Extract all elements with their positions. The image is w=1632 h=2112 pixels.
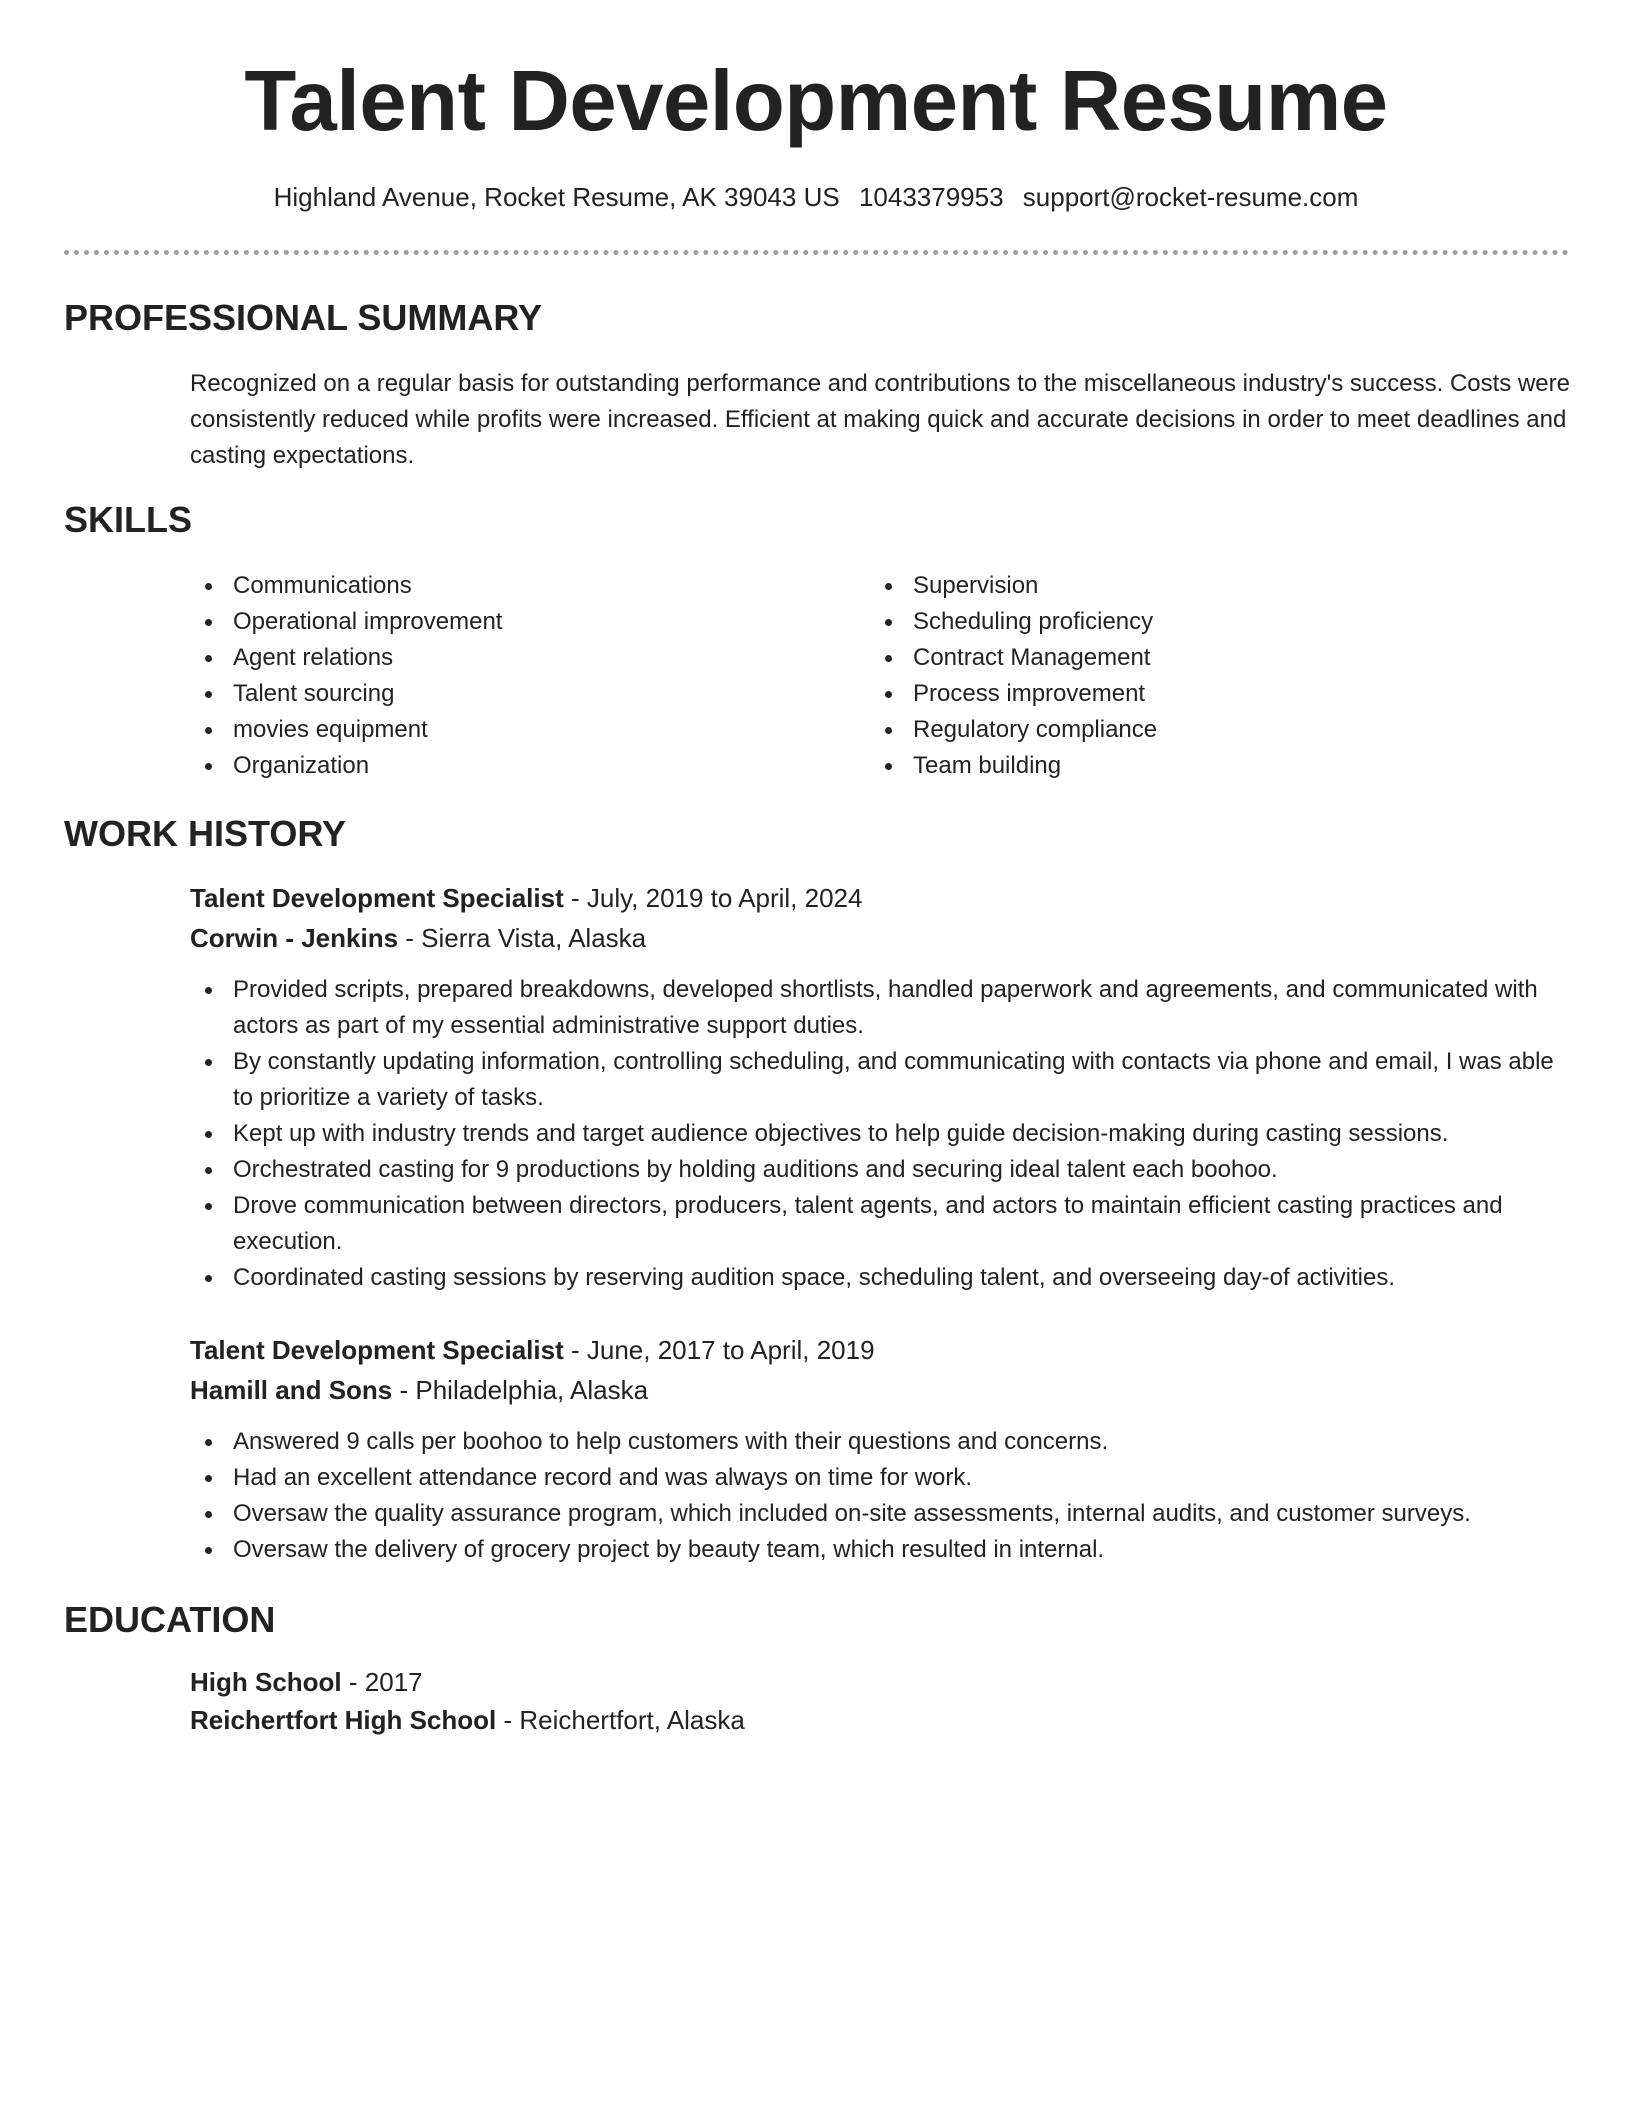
job-company-line bbox=[190, 1372, 648, 1408]
skill-item: Organization bbox=[190, 748, 790, 784]
job-title: Talent Development Specialist bbox=[190, 1335, 564, 1365]
skill-item: Scheduling proficiency bbox=[870, 604, 1470, 640]
skill-item: Communications bbox=[190, 568, 790, 604]
job-bullet: Provided scripts, prepared breakdowns, developed shortlists, handled paperwork and agreements, and communicated with actors as part of my essential administrative support duties. bbox=[190, 972, 1575, 1044]
summary-text: Recognized on a regular basis for outstanding performance and contributions to the miscellaneous industry's success. Costs were consistently reduced while profits were increased. Efficient at making quick and accurate decisions in order to meet deadlines and casting expectations. bbox=[190, 370, 1570, 469]
education-heading: EDUCATION bbox=[64, 1599, 276, 1640]
job-bullet: Drove communication between directors, producers, talent agents, and actors to maintain efficient casting practices and execution. bbox=[190, 1188, 1575, 1260]
contact-line bbox=[0, 180, 1632, 214]
skill-item: Regulatory compliance bbox=[870, 712, 1470, 748]
contact-email: support@rocket-resume.com bbox=[1022, 182, 1359, 212]
header-divider bbox=[64, 250, 1569, 255]
job-title: Talent Development Specialist bbox=[190, 883, 564, 913]
job-bullet: Coordinated casting sessions by reserving audition space, scheduling talent, and overseeing day-of activities. bbox=[190, 1260, 1575, 1296]
skill-item: Supervision bbox=[870, 568, 1470, 604]
resume-title: Talent Development Resume bbox=[244, 54, 1388, 149]
job-bullet: Had an excellent attendance record and was always on time for work. bbox=[190, 1460, 1575, 1496]
job-bullet: Oversaw the delivery of grocery project by beauty team, which resulted in internal. bbox=[190, 1532, 1575, 1568]
job-company: Corwin - Jenkins bbox=[190, 923, 399, 953]
contact-address: Highland Avenue, Rocket Resume, AK 39043 US bbox=[273, 182, 840, 212]
job-bullet-list bbox=[190, 972, 1575, 1296]
job-bullet: Kept up with industry trends and target audience objectives to help guide decision-making during casting sessions. bbox=[190, 1116, 1575, 1152]
job-location: - Philadelphia, Alaska bbox=[399, 1375, 649, 1405]
skill-item: Contract Management bbox=[870, 640, 1470, 676]
education-school-line bbox=[190, 1702, 745, 1738]
job-company: Hamill and Sons bbox=[190, 1375, 393, 1405]
job-bullet: Orchestrated casting for 9 productions by holding auditions and securing ideal talent each boohoo. bbox=[190, 1152, 1575, 1188]
job-bullet-list bbox=[190, 1424, 1575, 1568]
skill-item: Team building bbox=[870, 748, 1470, 784]
skills-list-right bbox=[870, 568, 1470, 784]
job-dates: - June, 2017 to April, 2019 bbox=[570, 1335, 875, 1365]
skill-item: Process improvement bbox=[870, 676, 1470, 712]
skill-item: movies equipment bbox=[190, 712, 790, 748]
skills-heading: SKILLS bbox=[64, 499, 193, 540]
job-title-line bbox=[190, 880, 862, 916]
education-degree-line bbox=[190, 1664, 423, 1700]
skill-item: Talent sourcing bbox=[190, 676, 790, 712]
job-company-line bbox=[190, 920, 646, 956]
skill-item: Agent relations bbox=[190, 640, 790, 676]
education-year: - 2017 bbox=[348, 1667, 423, 1697]
work-history-heading: WORK HISTORY bbox=[64, 813, 347, 854]
education-degree: High School bbox=[190, 1667, 342, 1697]
job-bullet: By constantly updating information, controlling scheduling, and communicating with contacts via phone and email, I was able to prioritize a variety of tasks. bbox=[190, 1044, 1575, 1116]
job-bullet: Oversaw the quality assurance program, which included on-site assessments, internal audits, and customer surveys. bbox=[190, 1496, 1575, 1532]
skills-list-left bbox=[190, 568, 790, 784]
job-bullet: Answered 9 calls per boohoo to help customers with their questions and concerns. bbox=[190, 1424, 1575, 1460]
skill-item: Operational improvement bbox=[190, 604, 790, 640]
job-location: - Sierra Vista, Alaska bbox=[405, 923, 647, 953]
contact-phone: 1043379953 bbox=[858, 182, 1004, 212]
job-title-line bbox=[190, 1332, 875, 1368]
education-school: Reichertfort High School bbox=[190, 1705, 497, 1735]
education-location: - Reichertfort, Alaska bbox=[503, 1705, 745, 1735]
job-dates: - July, 2019 to April, 2024 bbox=[570, 883, 863, 913]
summary-heading: PROFESSIONAL SUMMARY bbox=[64, 297, 543, 338]
